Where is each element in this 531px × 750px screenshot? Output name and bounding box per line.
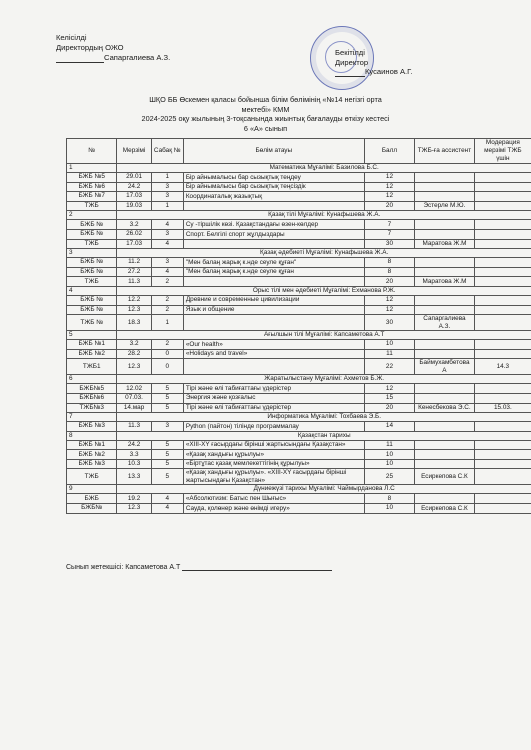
title-line: ШҚО ББ Өскемен қаласы бойынша білім бөлімінің «№14 негізгі орта (149, 95, 382, 104)
assessment-type: БЖБ№ (67, 504, 117, 514)
date-cell: 26.02 (117, 229, 151, 239)
section-name-cell (183, 201, 364, 211)
table-row (67, 504, 531, 514)
date-cell: 29.01 (117, 173, 151, 183)
section-name-cell (183, 277, 364, 287)
assistant-cell (415, 220, 475, 230)
subject-row (67, 431, 531, 440)
assessment-type: БЖБ № (67, 295, 117, 305)
section-name-cell (183, 359, 364, 375)
date-cell: 12.02 (117, 384, 151, 394)
moderation-cell (474, 440, 531, 450)
column-header: Балл (364, 139, 414, 164)
subject-number: 2 (67, 211, 117, 220)
date-cell: 13.3 (117, 469, 151, 485)
date-cell: 27.2 (117, 267, 151, 277)
section-name-cell: Сауда, қолөнер және өнімді игеру» (183, 504, 364, 514)
agreement-block (56, 33, 170, 63)
date-cell: 11.3 (117, 277, 151, 287)
lesson-cell: 0 (151, 359, 183, 375)
date-cell: 10.3 (117, 459, 151, 469)
assessment-type: ТЖБ (67, 239, 117, 249)
date-cell: 12.3 (117, 359, 151, 375)
approve-label: Бекітілді (335, 48, 365, 57)
moderation-cell (474, 422, 531, 432)
date-cell: 11.2 (117, 258, 151, 268)
section-name-cell: «XIII-XY ғасырдағы бірінші жартысындағы Қазақстан» (183, 440, 364, 450)
assessment-type: ТЖБ № (67, 315, 117, 331)
column-header: Модерация мерзімі ТЖБ үшін (474, 139, 531, 164)
subject-number: 9 (67, 485, 117, 494)
section-name-cell: Су -тіршілік көзі. Қазақстандағы өзен-көлдер (183, 220, 364, 230)
moderation-cell (474, 239, 531, 249)
assessment-type: БЖБ № (67, 220, 117, 230)
moderation-cell (474, 494, 531, 504)
assistant-cell: Маратова Ж.М (415, 277, 475, 287)
section-name-cell: Тірі және өлі табиғаттағы үдерістер (183, 403, 364, 413)
lesson-cell: 4 (151, 239, 183, 249)
assessment-type: БЖБ №3 (67, 422, 117, 432)
score-cell: 7 (364, 229, 414, 239)
assessment-type: БЖБ (67, 494, 117, 504)
assessment-type: БЖБ №7 (67, 192, 117, 202)
title-line: мектебі» КММ (241, 104, 290, 114)
date-cell: 28.2 (117, 349, 151, 359)
assessment-type: ТЖБ (67, 277, 117, 287)
date-cell: 24.2 (117, 182, 151, 192)
score-cell: 12 (364, 305, 414, 315)
table-row (67, 450, 531, 460)
assessment-type: БЖБ № (67, 229, 117, 239)
lesson-cell: 3 (151, 258, 183, 268)
date-cell: 14.мар (117, 403, 151, 413)
assessment-type: ТЖБ№3 (67, 403, 117, 413)
assessment-type: БЖБ №1 (67, 340, 117, 350)
table-row (67, 258, 531, 268)
assistant-cell (415, 305, 475, 315)
lesson-cell: 5 (151, 450, 183, 460)
section-name-cell: Тірі және өлі табиғаттағы үдерістер (183, 384, 364, 394)
table-row (67, 315, 531, 331)
score-cell: 11 (364, 440, 414, 450)
date-cell: 3.3 (117, 450, 151, 460)
subject-row (67, 485, 531, 494)
moderation-cell (474, 384, 531, 394)
score-cell: 15 (364, 393, 414, 403)
table-row (67, 393, 531, 403)
assistant-cell: Есиркепова С.К (415, 504, 475, 514)
date-cell: 17.03 (117, 239, 151, 249)
assessment-type: БЖБ №2 (67, 450, 117, 460)
subject-title: Информатика Мұғалімі: Тохбаева Э.Б. (117, 413, 531, 422)
assessment-type: БЖБ №2 (67, 349, 117, 359)
lesson-cell: 2 (151, 277, 183, 287)
score-cell: 20 (364, 201, 414, 211)
signature-line (335, 69, 365, 77)
column-header: № (67, 139, 117, 164)
table-row (67, 220, 531, 230)
table-row (67, 403, 531, 413)
moderation-cell (474, 450, 531, 460)
section-name-cell: Энергия және қозғалыс (183, 393, 364, 403)
subject-row (67, 164, 531, 173)
assistant-cell (415, 393, 475, 403)
column-header: Бөлім атауы (183, 139, 364, 164)
subject-title: Қазақ тілі Мұғалімі: Кунафьшева Ж.А. (117, 211, 531, 220)
moderation-cell: 14.3 (474, 359, 531, 375)
subject-number: 3 (67, 249, 117, 258)
score-cell: 8 (364, 267, 414, 277)
section-name-cell: Бір айнымалысы бар сызықтық теңдеу (183, 173, 364, 183)
section-name-cell: Бір айнымалысы бар сызықтық теңсіздік (183, 182, 364, 192)
assessment-type: БЖБ № (67, 267, 117, 277)
assessment-type: БЖБ№6 (67, 393, 117, 403)
table-row (67, 173, 531, 183)
lesson-cell: 1 (151, 315, 183, 331)
lesson-cell: 0 (151, 349, 183, 359)
moderation-cell (474, 349, 531, 359)
date-cell: 17.03 (117, 192, 151, 202)
table-row (67, 359, 531, 375)
assistant-cell (415, 229, 475, 239)
assistant-cell (415, 267, 475, 277)
score-cell: 30 (364, 315, 414, 331)
section-name-cell: Древние и современные цивилизации (183, 295, 364, 305)
date-cell: 19.03 (117, 201, 151, 211)
assessment-type: БЖБ № (67, 305, 117, 315)
table-row (67, 229, 531, 239)
lesson-cell: 2 (151, 295, 183, 305)
assistant-cell (415, 494, 475, 504)
moderation-cell (474, 295, 531, 305)
subject-number: 8 (67, 431, 117, 440)
lesson-cell: 2 (151, 340, 183, 350)
assessment-type: БЖБ № (67, 258, 117, 268)
table-row (67, 459, 531, 469)
score-cell: 12 (364, 384, 414, 394)
score-cell: 14 (364, 422, 414, 432)
assistant-cell: Сапаргалиева А.З. (415, 315, 475, 331)
lesson-cell: 1 (151, 173, 183, 183)
score-cell: 12 (364, 295, 414, 305)
subject-row (67, 211, 531, 220)
lesson-cell: 4 (151, 504, 183, 514)
date-cell: 12.2 (117, 295, 151, 305)
table-row (67, 494, 531, 504)
table-row (67, 469, 531, 485)
lesson-cell: 2 (151, 305, 183, 315)
section-name-cell: «Абсолютизм: Батыс пен Шығыс» (183, 494, 364, 504)
score-cell: 10 (364, 340, 414, 350)
table-row (67, 422, 531, 432)
table-row (67, 305, 531, 315)
assistant-cell (415, 384, 475, 394)
table-row (67, 440, 531, 450)
subject-row (67, 375, 531, 384)
assistant-cell (415, 258, 475, 268)
score-cell: 22 (364, 359, 414, 375)
section-name-cell: «Біртұтас қазақ мемлекеттігінің құрылуы» (183, 459, 364, 469)
section-name-cell: «Қазақ хандығы құрылуы» (183, 450, 364, 460)
lesson-cell: 4 (151, 220, 183, 230)
date-cell: 19.2 (117, 494, 151, 504)
moderation-cell (474, 504, 531, 514)
assistant-cell (415, 349, 475, 359)
table-row (67, 349, 531, 359)
subject-title: Жаратылыстану Мұғалімі: Ахметов Б.Ж. (117, 375, 531, 384)
assessment-type: БЖБ№5 (67, 384, 117, 394)
assessment-type: БЖБ №6 (67, 182, 117, 192)
section-name-cell (183, 315, 364, 331)
assessment-type: БЖБ №5 (67, 173, 117, 183)
assistant-cell: Маратова Ж.М (415, 239, 475, 249)
score-cell: 25 (364, 469, 414, 485)
lesson-cell: 5 (151, 403, 183, 413)
moderation-cell (474, 192, 531, 202)
score-cell: 12 (364, 192, 414, 202)
approve-name: Кусаинов А.Г. (365, 67, 413, 76)
signature-line (182, 564, 332, 571)
table-header-row (67, 139, 531, 164)
section-name-cell: Язык и общение (183, 305, 364, 315)
subject-number: 5 (67, 331, 117, 340)
title-line: 2024-2025 оқу жылының 3-тоқсанында жиынтық бағалауды өткізу кестесі (141, 114, 390, 124)
document-title (0, 95, 531, 133)
section-name-cell: "Мен балаң жарық к.нде сеуле құған" (183, 258, 364, 268)
lesson-cell: 5 (151, 459, 183, 469)
score-cell: 7 (364, 220, 414, 230)
schedule-table (66, 138, 531, 514)
assistant-cell: Есиркепова С.К (415, 469, 475, 485)
approve-role: Директор (335, 57, 369, 67)
assistant-cell (415, 295, 475, 305)
subject-title: Орыс тілі мен әдебиеті Мұғалімі: Ехманова Р.Ж. (117, 286, 531, 295)
column-header: ТЖБ-ға ассистент (415, 139, 475, 164)
assistant-cell (415, 173, 475, 183)
signature-line (56, 55, 104, 63)
moderation-cell: 15.03. (474, 403, 531, 413)
table-row (67, 192, 531, 202)
score-cell: 8 (364, 494, 414, 504)
section-name-cell: Спорт. Белгілі спорт жұлдыздары (183, 229, 364, 239)
subject-title: Қазақ әдебиеті Мұғалімі: Кунафьшева Ж.А. (117, 249, 531, 258)
column-header: Сабақ № (151, 139, 183, 164)
lesson-cell: 5 (151, 440, 183, 450)
assistant-cell (415, 192, 475, 202)
assistant-cell (415, 440, 475, 450)
section-name-cell: «Қазақ хандығы құрылуы». «XIII-XY ғасырдағы бірінші жартысындағы Қазақстан» (183, 469, 364, 485)
approval-block (335, 48, 412, 77)
assessment-type: ТЖБ1 (67, 359, 117, 375)
table-row (67, 384, 531, 394)
subject-row (67, 249, 531, 258)
date-cell: 12.3 (117, 504, 151, 514)
lesson-cell: 4 (151, 267, 183, 277)
agree-label: Келісілді (56, 33, 87, 42)
moderation-cell (474, 220, 531, 230)
moderation-cell (474, 229, 531, 239)
assessment-type: БЖБ №3 (67, 459, 117, 469)
subject-title: Математика Мұғалімі: Базилова Б.С. (117, 164, 531, 173)
lesson-cell: 5 (151, 384, 183, 394)
moderation-cell (474, 393, 531, 403)
table-row (67, 267, 531, 277)
agree-role: Директордың ОЖО (56, 43, 124, 52)
assistant-cell: Эстерле М.Ю. (415, 201, 475, 211)
class-teacher-footer (66, 564, 332, 571)
assistant-cell (415, 182, 475, 192)
agree-name: Сапаргалиева А.З. (104, 53, 171, 62)
date-cell: 3.2 (117, 220, 151, 230)
date-cell: 18.3 (117, 315, 151, 331)
subject-number: 1 (67, 164, 117, 173)
lesson-cell: 1 (151, 201, 183, 211)
lesson-cell: 3 (151, 422, 183, 432)
score-cell: 10 (364, 459, 414, 469)
score-cell: 10 (364, 504, 414, 514)
subject-row (67, 286, 531, 295)
score-cell: 10 (364, 450, 414, 460)
moderation-cell (474, 267, 531, 277)
score-cell: 20 (364, 277, 414, 287)
table-row (67, 182, 531, 192)
date-cell: 24.2 (117, 440, 151, 450)
section-name-cell: "Мен балаң жарық к.нде сеуле құған (183, 267, 364, 277)
moderation-cell (474, 315, 531, 331)
date-cell: 07.03. (117, 393, 151, 403)
footer-label: Сынып жетекшісі: Капсаметова А.Т (66, 564, 181, 571)
section-name-cell: «Our health» (183, 340, 364, 350)
lesson-cell: 5 (151, 393, 183, 403)
lesson-cell: 3 (151, 182, 183, 192)
score-cell: 30 (364, 239, 414, 249)
moderation-cell (474, 258, 531, 268)
table-row (67, 277, 531, 287)
lesson-cell: 3 (151, 192, 183, 202)
section-name-cell (183, 239, 364, 249)
date-cell: 11.3 (117, 422, 151, 432)
assistant-cell (415, 340, 475, 350)
score-cell: 11 (364, 349, 414, 359)
score-cell: 12 (364, 173, 414, 183)
assistant-cell (415, 422, 475, 432)
subject-number: 7 (67, 413, 117, 422)
assessment-type: БЖБ №1 (67, 440, 117, 450)
table-row (67, 201, 531, 211)
column-header: Мерзімі (117, 139, 151, 164)
section-name-cell: Координаталық жазықтық (183, 192, 364, 202)
date-cell: 12.3 (117, 305, 151, 315)
assistant-cell (415, 459, 475, 469)
moderation-cell (474, 201, 531, 211)
date-cell: 3.2 (117, 340, 151, 350)
assistant-cell: Кенесбекова Э.С. (415, 403, 475, 413)
subject-row (67, 331, 531, 340)
table-row (67, 340, 531, 350)
section-name-cell: «Holidays and travel» (183, 349, 364, 359)
moderation-cell (474, 340, 531, 350)
subject-title: Ағылшын тілі Мұғалімі: Капсаметова А.Т (117, 331, 531, 340)
moderation-cell (474, 469, 531, 485)
subject-title: Дүниежүзі тарихы Мұғалімі: Чаймырданова Л.С (117, 485, 531, 494)
assessment-type: ТЖБ (67, 201, 117, 211)
subject-number: 4 (67, 286, 117, 295)
assistant-cell: Баймухамбетова А (415, 359, 475, 375)
assistant-cell (415, 450, 475, 460)
lesson-cell: 5 (151, 469, 183, 485)
score-cell: 12 (364, 182, 414, 192)
score-cell: 8 (364, 258, 414, 268)
moderation-cell (474, 277, 531, 287)
assessment-type: ТЖБ (67, 469, 117, 485)
subject-title: Қазақстан тарихы (117, 431, 531, 440)
lesson-cell: 4 (151, 494, 183, 504)
table-row (67, 239, 531, 249)
moderation-cell (474, 305, 531, 315)
subject-row (67, 413, 531, 422)
moderation-cell (474, 182, 531, 192)
section-name-cell: Python (пайтон) тілінде программалау (183, 422, 364, 432)
subject-number: 6 (67, 375, 117, 384)
moderation-cell (474, 459, 531, 469)
title-line: 6 «А» сынып (243, 123, 288, 133)
moderation-cell (474, 173, 531, 183)
lesson-cell: 3 (151, 229, 183, 239)
score-cell: 20 (364, 403, 414, 413)
table-row (67, 295, 531, 305)
